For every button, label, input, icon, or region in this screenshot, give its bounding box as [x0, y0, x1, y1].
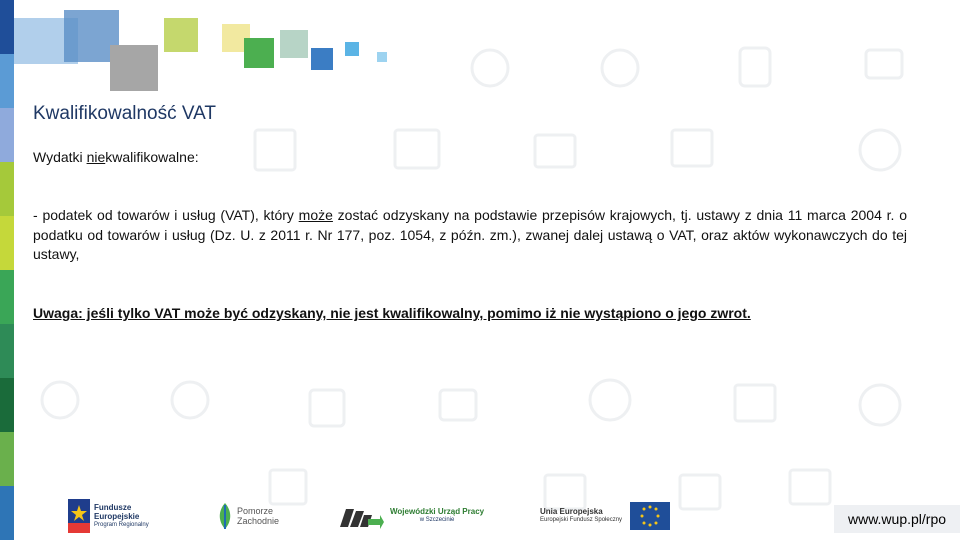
- wup-line2: w Szczecinie: [419, 517, 455, 523]
- fe-line3: Program Regionalny: [94, 521, 149, 528]
- subtitle-prefix: Wydatki: [33, 149, 87, 165]
- logo-unia-europejska: [540, 495, 670, 537]
- fe-line2: Europejskie: [94, 511, 140, 521]
- subtitle-suffix: kwalifikowalne:: [105, 149, 199, 165]
- ue-line2: Europejski Fundusz Społeczny: [540, 517, 623, 523]
- pz-line2: Zachodnie: [237, 516, 280, 526]
- para-underlined: może: [298, 207, 333, 223]
- fe-logo-icon: [68, 499, 90, 533]
- subtitle: [33, 149, 199, 165]
- pz-leaf-icon: [216, 501, 234, 531]
- para-part2: zostać odzyskany na podstawie przepisów krajowych, tj. ustawy z dnia 11 marca 2004 r. o podatku od towarów i usług (Dz. U. z 2011 r. Nr 177, poz. 1054, z późn. zm.), zwanej dalej ustawą o VAT, oraz aktów wykonawczych do tej ustawy,: [33, 207, 907, 262]
- logo-wup: [338, 495, 484, 537]
- subtitle-underlined: nie: [86, 149, 106, 165]
- footer-logos: [60, 495, 820, 537]
- vat-paragraph: [33, 206, 907, 265]
- wup-line1: Wojewódzki Urząd Pracy: [390, 507, 485, 516]
- website-url[interactable]: www.wup.pl/rpo: [834, 505, 960, 533]
- para-part1: - podatek od towarów i usług (VAT), który: [33, 207, 299, 223]
- logo-fundusze-europejskie: [68, 495, 149, 537]
- pz-line1: Pomorze: [237, 506, 274, 516]
- left-color-stripe: [0, 0, 14, 540]
- ue-line1: Unia Europejska: [540, 507, 603, 516]
- eu-flag-icon: [630, 502, 670, 530]
- note-text: Uwaga: jeśli tylko VAT może być odzyskany, nie jest kwalifikowalny, pomimo iż nie wystąpiono o jego zwrot.: [33, 305, 751, 321]
- wup-logo-icon: [338, 501, 384, 531]
- fe-line1: Fundusze: [94, 502, 132, 512]
- page-title: Kwalifikowalność VAT: [33, 103, 217, 124]
- logo-pomorze-zachodnie: [216, 495, 279, 537]
